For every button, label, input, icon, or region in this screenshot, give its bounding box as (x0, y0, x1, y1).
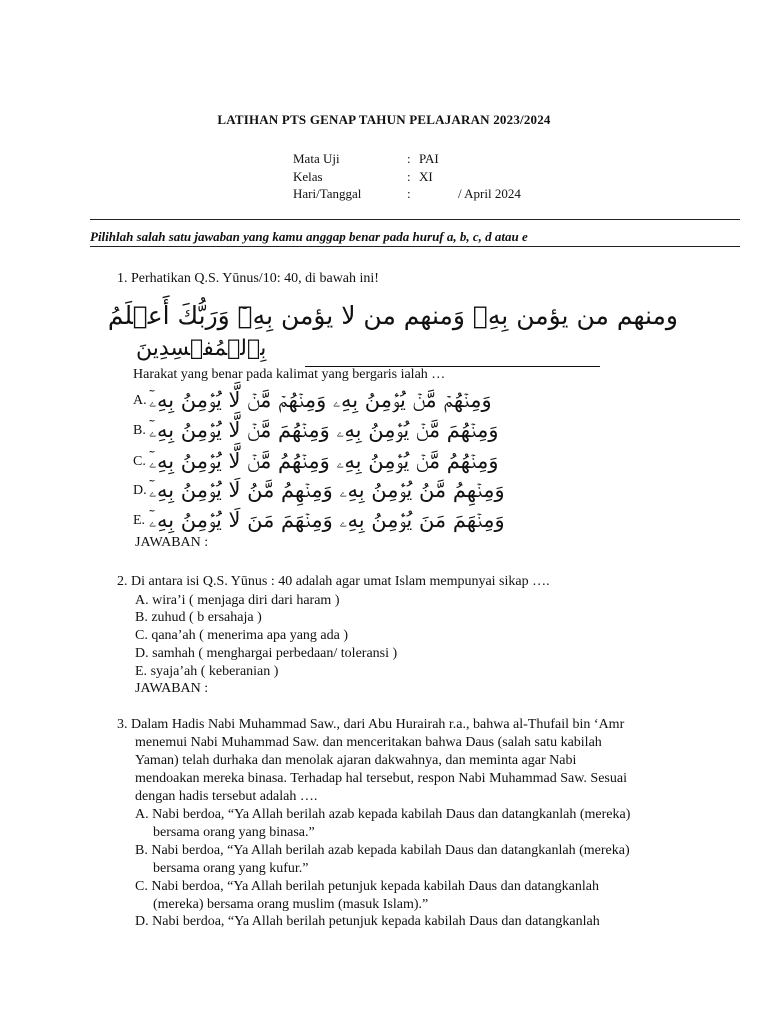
exam-meta (293, 150, 521, 203)
option-letter: B. (135, 610, 148, 625)
option-b[interactable] (133, 418, 499, 443)
meta-row-date (293, 185, 521, 203)
option-text: syaja’ah ( keberanian ) (150, 664, 279, 679)
option-text: samhah ( menghargai perbedaan/ toleransi ) (152, 646, 398, 661)
question-number: 1. (117, 271, 128, 286)
option-c[interactable] (135, 627, 348, 645)
option-letter: A. (133, 392, 147, 408)
option-d[interactable] (133, 478, 505, 503)
option-letter: E. (133, 512, 146, 528)
option-text: qana’ah ( menerima apa yang ada ) (151, 628, 349, 643)
option-text: وَمِنۡهُمُ مَّنۡ يُؤۡمِنُ بِهِۦ وَمِنۡهُمُ مَّنۡ لَّا يُؤۡمِنُ بِهِۦٓ (149, 449, 499, 473)
question-3-line-5: dengan hadis tersebut adalah …. (135, 789, 318, 804)
option-letter: C. (135, 879, 148, 894)
option-text: وَمِنۡهُمَ مَّنۡ يُؤۡمِنُ بِهِۦ وَمِنۡهُمَ مَّنۡ لَّا يُؤۡمِنُ بِهِۦٓ (149, 418, 499, 442)
divider-bottom (90, 246, 740, 247)
option-letter: C. (135, 628, 148, 643)
option-letter: D. (135, 914, 149, 929)
option-letter: A. (135, 593, 149, 608)
meta-label: Kelas (293, 168, 323, 184)
option-a[interactable] (133, 388, 492, 413)
question-number: 3. (117, 717, 128, 732)
option-b[interactable] (135, 609, 262, 627)
option-e[interactable] (135, 663, 278, 681)
meta-value: / April 2024 (419, 186, 521, 201)
ayat-line-2: بِٱلۡمُفۡسِدِينَ (136, 336, 267, 361)
option-text: Nabi berdoa, “Ya Allah berilah petunjuk kepada kabilah Daus dan datangkanlah (151, 879, 599, 894)
meta-label: Mata Uji (293, 151, 340, 166)
option-letter: D. (135, 646, 149, 661)
meta-colon: : (407, 186, 411, 201)
option-text: وَمِنۡهَمَ مَنَ يُؤۡمِنُ بِهِۦ وَمِنۡهَمَ مَنَ لَا يُؤۡمِنُ بِهِۦٓ (149, 508, 505, 532)
meta-row-class (293, 168, 521, 186)
option-text: zuhud ( b ersahaja ) (151, 610, 262, 625)
meta-colon: : (407, 168, 411, 184)
option-c-continued: (mereka) bersama orang muslim (masuk Islam).” (153, 897, 429, 912)
option-a-continued: bersama orang yang binasa.” (153, 825, 315, 840)
question-3-line-3: Yaman) telah durhaka dan menolak ajaran dakwahnya, dan meminta agar Nabi (135, 753, 577, 768)
option-b[interactable] (135, 842, 630, 860)
meta-label: Hari/Tanggal (293, 186, 362, 201)
option-d[interactable] (135, 913, 600, 931)
meta-row-subject (293, 150, 521, 168)
option-text: وَمِنۡهُمۡ مَّنۡ يُؤۡمِنُ بِهِۦ وَمِنۡهُمۡ مَّنۡ لَّا يُؤۡمِنُ بِهِۦٓ (149, 388, 492, 412)
question-prompt: Harakat yang benar pada kalimat yang bergaris ialah … (133, 367, 446, 382)
option-c[interactable] (135, 878, 599, 896)
ayat-line-1: ومنهم من يؤمن بِهِۦ وَمنهم من لا يؤمن بِهِۦٓ وَرَبُّكَ أَعۡلَمُ (107, 301, 678, 330)
option-b-continued: bersama orang yang kufur.” (153, 861, 309, 876)
meta-value: XI (419, 168, 433, 184)
option-text: Nabi berdoa, “Ya Allah berilah azab kepada kabilah Daus dan datangkanlah (mereka) (152, 807, 631, 822)
question-text: Dalam Hadis Nabi Muhammad Saw., dari Abu Hurairah r.a., bahwa al-Thufail bin ‘Amr (131, 717, 625, 732)
page-title: LATIHAN PTS GENAP TAHUN PELAJARAN 2023/2024 (217, 112, 551, 127)
option-d[interactable] (135, 645, 397, 663)
question-3-line-2: menemui Nabi Muhammad Saw. dan menceritakan bahwa Daus (salah satu kabilah (135, 735, 602, 750)
question-number: 2. (117, 574, 128, 589)
divider-top (90, 219, 740, 220)
option-letter: E. (135, 664, 148, 679)
question-3-line-4: mendoakan mereka binasa. Terhadap hal tersebut, respon Nabi Muhammad Saw. Sesuai (135, 771, 627, 786)
option-text: وَمِنۡهِمُ مَّنُ يُؤۡمِنُ بِهِۦ وَمِنۡهِمُ مَّنُ لَا يُؤۡمِنُ بِهِۦٓ (149, 478, 505, 502)
question-1 (117, 270, 379, 288)
option-letter: C. (133, 453, 146, 469)
option-letter: B. (133, 422, 146, 438)
option-text: Nabi berdoa, “Ya Allah berilah petunjuk kepada kabilah Daus dan datangkanlah (152, 914, 600, 929)
instruction-text: Pilihlah salah satu jawaban yang kamu anggap benar pada huruf a, b, c, d atau e (90, 229, 528, 244)
option-letter: B. (135, 843, 148, 858)
meta-colon: : (407, 151, 411, 166)
option-text: wira’i ( menjaga diri dari haram ) (152, 593, 340, 608)
option-a[interactable] (135, 592, 339, 610)
option-letter: A. (135, 807, 149, 822)
option-text: Nabi berdoa, “Ya Allah berilah azab kepada kabilah Daus dan datangkanlah (mereka) (151, 843, 630, 858)
option-a[interactable] (135, 806, 630, 824)
question-2 (117, 573, 550, 591)
question-text: Di antara isi Q.S. Yūnus : 40 adalah agar umat Islam mempunyai sikap …. (131, 574, 550, 589)
option-c[interactable] (133, 449, 499, 474)
option-e[interactable] (133, 508, 505, 533)
answer-label: JAWABAN : (135, 535, 209, 550)
question-3-line-1 (117, 716, 624, 734)
question-text: Perhatikan Q.S. Yūnus/10: 40, di bawah ini! (131, 271, 379, 286)
meta-value: PAI (419, 151, 439, 166)
option-letter: D. (133, 482, 147, 498)
answer-label: JAWABAN : (135, 681, 209, 696)
